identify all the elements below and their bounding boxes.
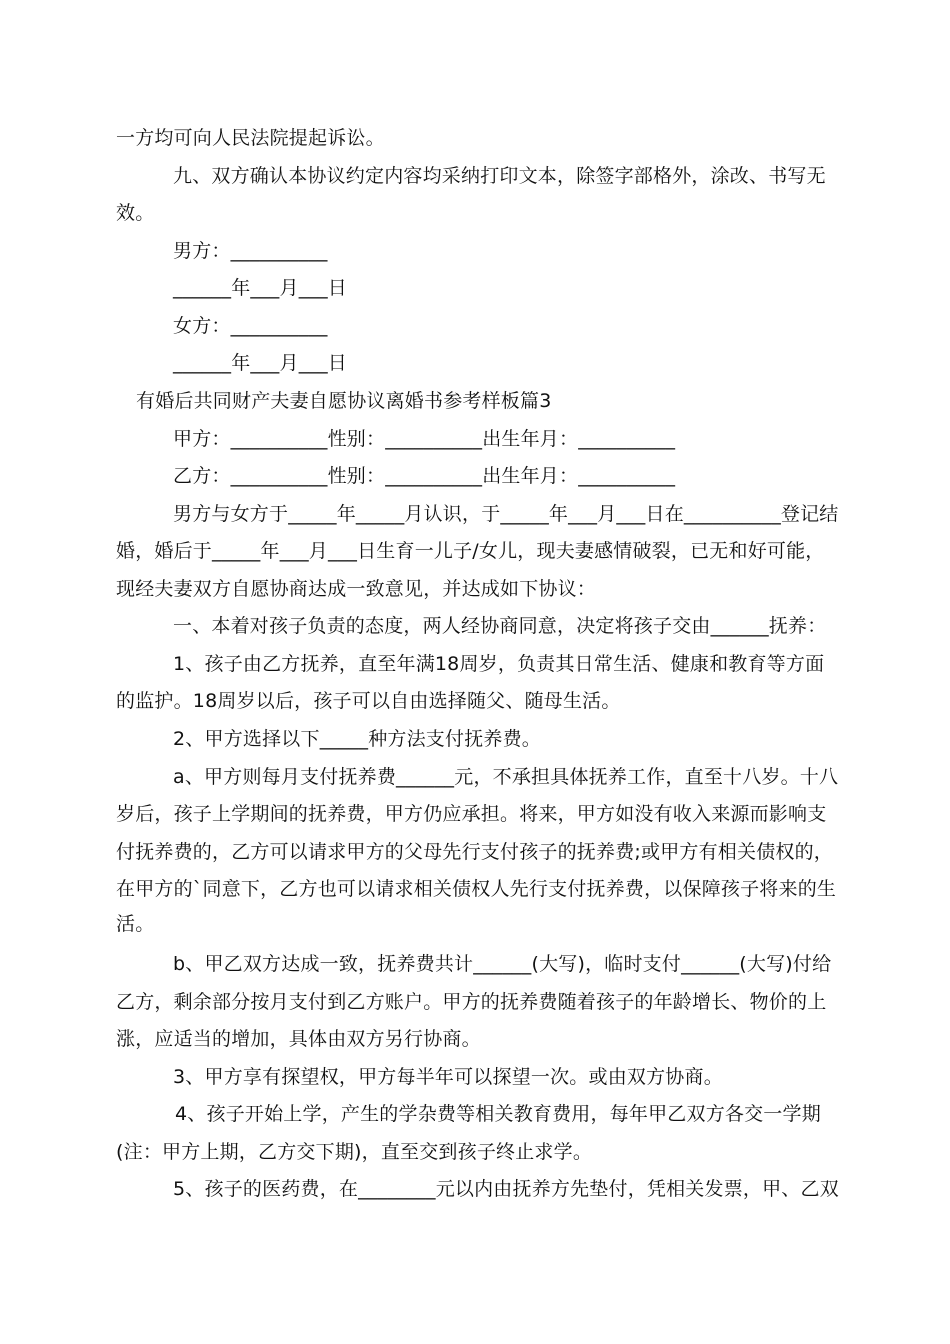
item-1-line: 1、孩子由乙方抚养，直至年满18周岁，负责其日常生活、健康和教育等方面 xyxy=(173,653,825,675)
paragraph-line: 乙方，剩余部分按月支付到乙方账户。甲方的抚养费随着孩子的年龄增长、物价的上 xyxy=(116,991,827,1013)
female-signature-line: 女方：__________ xyxy=(173,315,328,337)
paragraph-line: 活。 xyxy=(116,913,155,935)
paragraph-line: 效。 xyxy=(116,202,155,224)
item-5-line: 5、孩子的医药费，在________元以内由抚养方先垫付，凭相关发票，甲、乙双 xyxy=(173,1178,839,1200)
paragraph-line: 男方与女方于_____年_____月认识，于_____年___月___日在__________登记结 xyxy=(173,503,839,525)
item-4-line: 4、孩子开始上学，产生的学杂费等相关教育费用，每年甲乙双方各交一学期 xyxy=(175,1103,821,1125)
paragraph-line: (注：甲方上期，乙方交下期)，直至交到孩子终止求学。 xyxy=(116,1141,593,1163)
paragraph-line: 婚，婚后于_____年___月___日生育一儿子/女儿，现夫妻感情破裂，已无和好可能， xyxy=(116,540,825,562)
paragraph-line: 一方均可向人民法院提起诉讼。 xyxy=(116,127,385,149)
paragraph-line: 付抚养费的，乙方可以请求甲方的父母先行支付孩子的抚养费;或甲方有相关债权的， xyxy=(116,841,834,863)
paragraph-line: 岁后，孩子上学期间的抚养费，甲方仍应承担。将来，甲方如没有收入来源而影响支 xyxy=(116,803,827,825)
item-2-line: 2、甲方选择以下_____种方法支付抚养费。 xyxy=(173,728,541,750)
party-b-info-line: 乙方：__________性别：__________出生年月：__________ xyxy=(173,465,676,487)
male-signature-line: 男方：__________ xyxy=(173,240,328,262)
paragraph-line: 现经夫妻双方自愿协商达成一致意见，并达成如下协议： xyxy=(116,578,597,600)
clause-nine-line: 九、双方确认本协议约定内容均采纳打印文本，除签字部格外，涂改、书写无 xyxy=(173,165,826,187)
item-a-line: a、甲方则每月支付抚养费______元，不承担具体抚养工作，直至十八岁。十八 xyxy=(173,766,839,788)
paragraph-line: 涨，应适当的增加，具体由双方另行协商。 xyxy=(116,1028,481,1050)
paragraph-line: 的监护。18周岁以后，孩子可以自由选择随父、随母生活。 xyxy=(116,690,621,712)
party-a-info-line: 甲方：__________性别：__________出生年月：__________ xyxy=(173,428,676,450)
section-heading: 有婚后共同财产夫妻自愿协议离婚书参考样板篇3 xyxy=(136,390,552,412)
paragraph-line: 在甲方的`同意下，乙方也可以请求相关债权人先行支付抚养费，以保障孩子将来的生 xyxy=(116,878,837,900)
item-b-line: b、甲乙双方达成一致，抚养费共计______(大写)，临时支付______(大写)付给 xyxy=(173,953,832,975)
clause-one-line: 一、本着对孩子负责的态度，两人经协商同意，决定将孩子交由______抚养： xyxy=(173,615,827,637)
item-3-line: 3、甲方享有探望权，甲方每半年可以探望一次。或由双方协商。 xyxy=(173,1066,723,1088)
female-date-line: ______年___月___日 xyxy=(173,352,348,374)
male-date-line: ______年___月___日 xyxy=(173,277,348,299)
